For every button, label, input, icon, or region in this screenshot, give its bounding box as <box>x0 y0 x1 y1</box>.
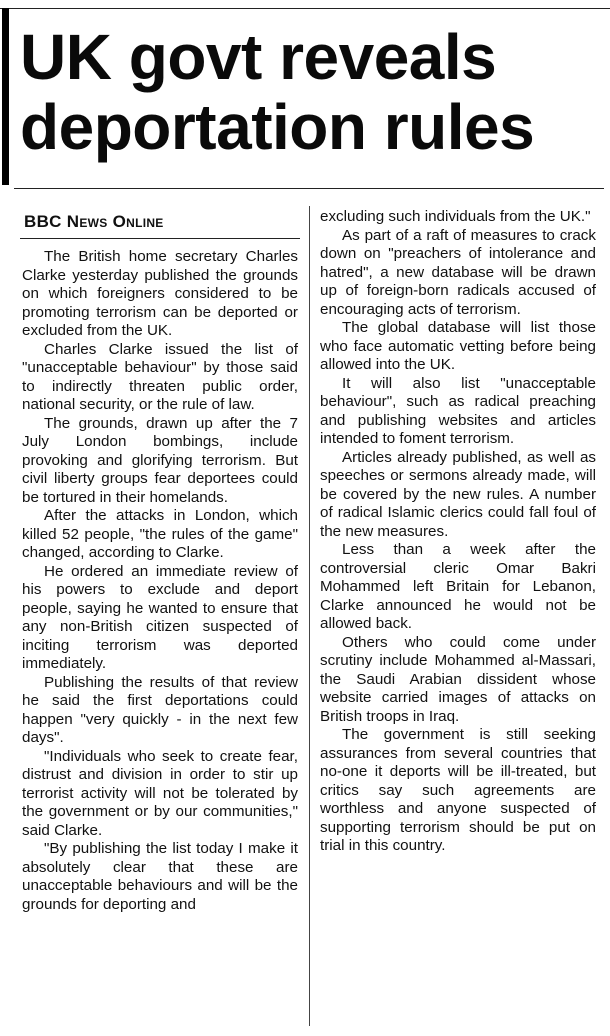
paragraph: The government is still seeking assurances from several countries that no-one it deports will be ill-treated, but critics say such agreements are worthless and anyone suspected of supporting terrorism should be put on trial in this country. <box>320 726 596 854</box>
byline-rule <box>20 238 300 239</box>
top-rule <box>0 8 610 9</box>
headline-rule <box>14 188 604 189</box>
paragraph: "Individuals who seek to create fear, distrust and division in order to stir up terrorist activity will not be tolerated by the government or by our communities," said Clarke. <box>22 747 298 839</box>
headline-line-1: UK govt reveals <box>20 21 497 93</box>
paragraph: As part of a raft of measures to crack down on "preachers of intolerance and hatred", a new database will be drawn up of foreign-born radicals accused of encouraging acts of terrorism. <box>320 226 596 318</box>
paragraph: The British home secretary Charles Clarke yesterday published the grounds on which foreigners considered to be promoting terrorism can be deported or excluded from the UK. <box>22 248 298 339</box>
paragraph: Less than a week after the controversial cleric Omar Bakri Mohammed left Britain for Lebanon, Clarke announced he would not be allowed back. <box>320 541 596 632</box>
paragraph: The grounds, drawn up after the 7 July London bombings, include provoking and glorifying terrorism. But civil liberty groups fear deportees could be tortured in their homelands. <box>22 414 298 506</box>
paragraph: It will also list "unacceptable behaviour", such as radical preaching and publishing websites and articles intended to foment terrorism. <box>320 374 596 447</box>
paragraph: "By publishing the list today I make it absolutely clear that these are unacceptable behaviours and will be the grounds for deporting and <box>22 840 298 913</box>
paragraph-continued: excluding such individuals from the UK." <box>320 208 591 225</box>
headline-line-2: deportation rules <box>20 91 535 163</box>
paragraph: He ordered an immediate review of his powers to exclude and deport people, saying he wanted to ensure that any non-British citizen suspected of inciting terrorism was deported immediately. <box>22 562 298 672</box>
headline <box>20 22 605 162</box>
article-column-right <box>320 208 596 856</box>
column-divider <box>309 206 310 1026</box>
paragraph: Publishing the results of that review he said the first deportations could happen "very quickly - in the next few days". <box>22 673 298 746</box>
byline: BBC News Online <box>24 212 164 231</box>
article-column-left <box>22 248 298 914</box>
paragraph: Others who could come under scrutiny include Mohammed al-Massari, the Saudi Arabian dissident whose website carried images of attacks on British troops in Iraq. <box>320 633 596 725</box>
paragraph: The global database will list those who face automatic vetting before being allowed into the UK. <box>320 319 596 373</box>
paragraph: After the attacks in London, which killed 52 people, "the rules of the game" changed, according to Clarke. <box>22 507 298 561</box>
paragraph: Articles already published, as well as speeches or sermons already made, will be covered by the new rules. A number of radical Islamic clerics could fall foul of the new measures. <box>320 448 596 540</box>
paragraph: Charles Clarke issued the list of "unacceptable behaviour" by those said to indirectly threaten public order, national security, or the rule of law. <box>22 340 298 413</box>
headline-side-bar <box>2 8 9 185</box>
